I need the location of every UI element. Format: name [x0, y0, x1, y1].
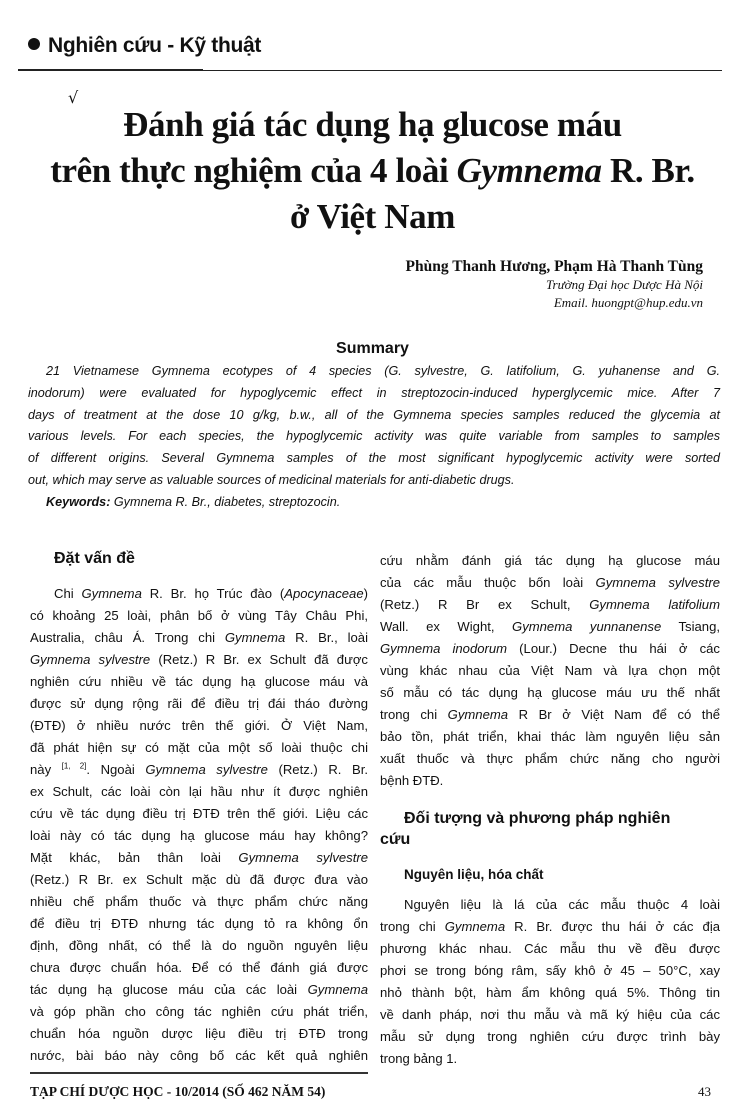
text-line [380, 1004, 720, 1026]
text-line [380, 1026, 720, 1048]
header-rule [18, 70, 722, 71]
text-line [30, 781, 368, 803]
text-line [30, 671, 368, 693]
text-line [30, 891, 368, 913]
text-line [30, 1023, 368, 1045]
text-segment: (Lour.) Decne thu hái ở các [507, 641, 720, 656]
text-line [30, 979, 368, 1001]
text-segment: của các mẫu thuộc bốn loài [380, 575, 596, 590]
text-line [30, 957, 368, 979]
text-segment: bảo tồn, phát triển, khai thác làm nguyên liệu sản [380, 729, 720, 744]
text-line [380, 726, 720, 748]
text-line [380, 704, 720, 726]
abstract [28, 361, 720, 514]
text-segment: xuất thuốc và thực phẩm chức năng cho người [380, 751, 720, 766]
text-line [30, 605, 368, 627]
text-line [30, 627, 368, 649]
text-segment: R Br ở Việt Nam để có thể [508, 707, 721, 722]
text-line [30, 737, 368, 759]
text-line [30, 935, 368, 957]
text-segment: chuẩn hóa nguồn dược liệu điều trị ĐTĐ trong [30, 1026, 368, 1041]
text-segment: Tsiang, [661, 619, 720, 634]
text-segment: được sử dụng rộng rãi để điều trị đái tháo đường [30, 696, 368, 711]
text-line [30, 825, 368, 847]
text-line [30, 649, 368, 671]
section-heading [380, 808, 720, 850]
text-segment: various levels. For each species, the hypoglycemic activity was quite variable from samples to samples [28, 429, 720, 444]
text-segment: chưa được chuẩn hóa. Để có thể đánh giá được [30, 960, 368, 975]
paragraph [380, 894, 720, 1070]
author-affiliation: Trường Đại học Dược Hà Nội [546, 277, 703, 292]
text-line [380, 660, 720, 682]
section-heading: Đặt vấn đề [54, 550, 135, 567]
article-title [20, 102, 725, 240]
text-line [28, 426, 720, 448]
bullet-icon [28, 38, 40, 50]
text-line [380, 916, 720, 938]
italic-text: Gymnema [456, 151, 602, 190]
text-segment: (Retz.) R Br ex Schult, [380, 597, 590, 612]
heading-line: cứu [380, 831, 411, 848]
italic-text: Gymnema [224, 630, 286, 645]
authors-block [406, 258, 703, 312]
text-segment: nghiên cứu nhiều về tác dụng hạ glucose máu và [30, 674, 368, 689]
summary-heading: Summary [336, 340, 409, 357]
italic-text: Gymnema yunnanense [512, 619, 662, 634]
keywords-value: Gymnema R. Br., diabetes, streptozocin. [110, 494, 341, 509]
text-line [380, 572, 720, 594]
text-segment: cứu nhằm đánh giá tác dụng hạ glucose máu [380, 553, 720, 568]
text-segment: tác dụng hạ glucose máu của các loài [30, 982, 308, 997]
text-line [28, 405, 720, 427]
text-line [30, 693, 368, 715]
text-segment: định, đồng nhất, có thể là do nguồn nguyên liệu [30, 938, 368, 953]
italic-text: Gymnema sylvestre [30, 652, 151, 667]
text-segment: nhiều chế phẩm thuốc và thực phẩm chức năng [30, 894, 368, 909]
text-line [380, 938, 720, 960]
text-segment: bệnh ĐTĐ. [380, 773, 444, 788]
text-segment: R. Br. được thu hái ở các địa [505, 919, 721, 934]
text-line [30, 715, 368, 737]
italic-text: Gymnema sylvestre [595, 575, 720, 590]
text-segment: R. Br. họ Trúc đào ( [141, 586, 285, 601]
italic-text: Gymnema sylvestre [238, 850, 368, 865]
text-segment: số mẫu có tác dụng hạ glucose máu ưu thế nhất [380, 685, 720, 700]
italic-text: Apocynaceae [284, 586, 364, 601]
text-line [380, 616, 720, 638]
text-segment: Nguyên liệu là lá của các mẫu thuộc 4 loài [404, 897, 720, 912]
heading-line: Đối tượng và phương pháp nghiên [404, 810, 671, 827]
italic-text: Gymnema [444, 919, 506, 934]
text-line [380, 770, 720, 792]
text-line [380, 682, 720, 704]
citation: [1, 2] [61, 761, 87, 771]
italic-text: Gymnema latifolium [589, 597, 720, 612]
text-line [380, 550, 720, 572]
text-segment: để điều trị ĐTĐ nhưng tác dụng tỏ ra không ổn [30, 916, 368, 931]
paragraph [380, 550, 720, 792]
text-segment: ) [363, 586, 368, 601]
text-segment: trong chi [380, 919, 445, 934]
text-segment: loài này có tác dụng hạ glucose máu hay không? [30, 828, 368, 843]
section-label: Nghiên cứu - Kỹ thuật [48, 34, 262, 57]
text-segment: phương khác nhau. Các mẫu thu về đều được [380, 941, 720, 956]
text-segment: mẫu sử dụng trong nghiên cứu được trình bày [380, 1029, 720, 1044]
text-line [28, 448, 720, 470]
text-line [30, 803, 368, 825]
text-segment: trong bảng 1. [380, 1051, 458, 1066]
text-line [30, 847, 368, 869]
text-segment: ex Schult, các loài còn lại hầu như ít được nghiên [30, 784, 368, 799]
check-mark-icon: √ [68, 88, 79, 107]
text-line [380, 594, 720, 616]
text-line [380, 894, 720, 916]
text-segment: (Retz.) R. Br. [267, 762, 368, 777]
author-names: Phùng Thanh Hương, Phạm Hà Thanh Tùng [405, 258, 703, 275]
text-line [28, 383, 720, 405]
text-segment: Wall. ex Wight, [380, 619, 513, 634]
italic-text: Gymnema sylvestre [145, 762, 268, 777]
italic-text: Gymnema inodorum [380, 641, 508, 656]
text-segment: trên thực nghiệm của 4 loài [50, 151, 457, 190]
text-segment: trong chi [380, 707, 448, 722]
text-line [28, 361, 720, 383]
title-line [20, 148, 725, 194]
text-segment: 21 Vietnamese Gymnema ecotypes of 4 species (G. sylvestre, G. latifolium, G. yuhanense and G. [46, 364, 720, 378]
journal-footer: TẠP CHÍ DƯỢC HỌC - 10/2014 (SỐ 462 NĂM 54) [30, 1084, 326, 1099]
title-line [20, 102, 725, 148]
text-line [30, 913, 368, 935]
text-segment: Australia, châu Á. Trong chi [30, 630, 225, 645]
text-segment: days of treatment at the dose 10 g/kg, b.w., all of the Gymnema species samples reduced the glycemia at [28, 407, 720, 422]
text-segment: đã phát hiện sự có mặt của một số loài thuộc chi [30, 740, 368, 755]
text-segment: . Ngoài [86, 762, 146, 777]
section-header [28, 34, 261, 58]
text-segment: of different origins. Several Gymnema samples of the most significant hypoglycemic activity were sorted [28, 451, 720, 466]
italic-text: Gymnema [81, 586, 142, 601]
author-email: Email. huongpt@hup.edu.vn [553, 295, 703, 310]
text-segment: về danh pháp, nơi thu mẫu và mã ký hiệu của các [380, 1007, 720, 1022]
text-line [30, 869, 368, 891]
text-line [30, 759, 368, 781]
text-segment: (ĐTĐ) ở nhiều nước trên thế giới. Ở Việt Nam, [30, 718, 368, 733]
text-segment: Chi [54, 586, 82, 601]
keywords-label: Keywords: [46, 494, 111, 509]
text-segment: (Retz.) R Br. ex Schult đã được [150, 652, 368, 667]
text-line [30, 1001, 368, 1023]
text-line [380, 748, 720, 770]
text-segment: và góp phần cho công tác nghiên cứu phát triển, [30, 1004, 368, 1019]
column-left [30, 540, 368, 1067]
title-line [20, 194, 725, 240]
text-segment: cứu về tác dụng điều trị ĐTĐ trên thế giới. Liệu các [30, 806, 368, 821]
text-line [380, 960, 720, 982]
text-segment: R. Br. [601, 151, 695, 190]
subsection-heading: Nguyên liệu, hóa chất [404, 867, 544, 882]
keywords-line [28, 492, 720, 514]
text-segment: này [30, 762, 62, 777]
italic-text: Gymnema [307, 982, 368, 997]
text-line [380, 982, 720, 1004]
text-segment: inodorum) were evaluated for hypoglycemic effect in streptozocin-induced hyperglycemic mice. After 7 [28, 385, 720, 400]
text-segment: phơi se trong bóng râm, sấy khô ở 45 – 50°C, xay [380, 963, 720, 978]
text-segment: Mặt khác, bản thân loài [30, 850, 239, 865]
text-segment: ở Việt Nam [289, 197, 456, 236]
text-line [28, 470, 720, 492]
text-segment: Đánh giá tác dụng hạ glucose máu [123, 105, 622, 144]
text-segment: nước, bài báo này công bố các kết quả nghiên [30, 1048, 368, 1063]
text-segment: nhỏ thành bột, hàm ẩm không quá 5%. Thông tin [380, 985, 720, 1000]
text-segment: (Retz.) R Br. ex Schult mặc dù đã được đưa vào [30, 872, 368, 887]
page-number: 43 [698, 1084, 711, 1099]
text-segment: vùng khác nhau của Việt Nam và lựa chọn một [380, 663, 720, 678]
text-line [30, 583, 368, 605]
text-segment: có khoảng 25 loài, phân bố ở vùng Tây Châu Phi, [30, 608, 368, 623]
paragraph [30, 583, 368, 1067]
text-line [380, 638, 720, 660]
text-segment: R. Br., loài [285, 630, 368, 645]
column-right [380, 550, 720, 1070]
italic-text: Gymnema [447, 707, 509, 722]
text-segment: out, which may serve as valuable sources of medicinal materials for anti-diabetic drugs. [28, 472, 515, 487]
text-line [30, 1045, 368, 1067]
text-line [380, 1048, 720, 1070]
footer-rule [30, 1072, 368, 1074]
